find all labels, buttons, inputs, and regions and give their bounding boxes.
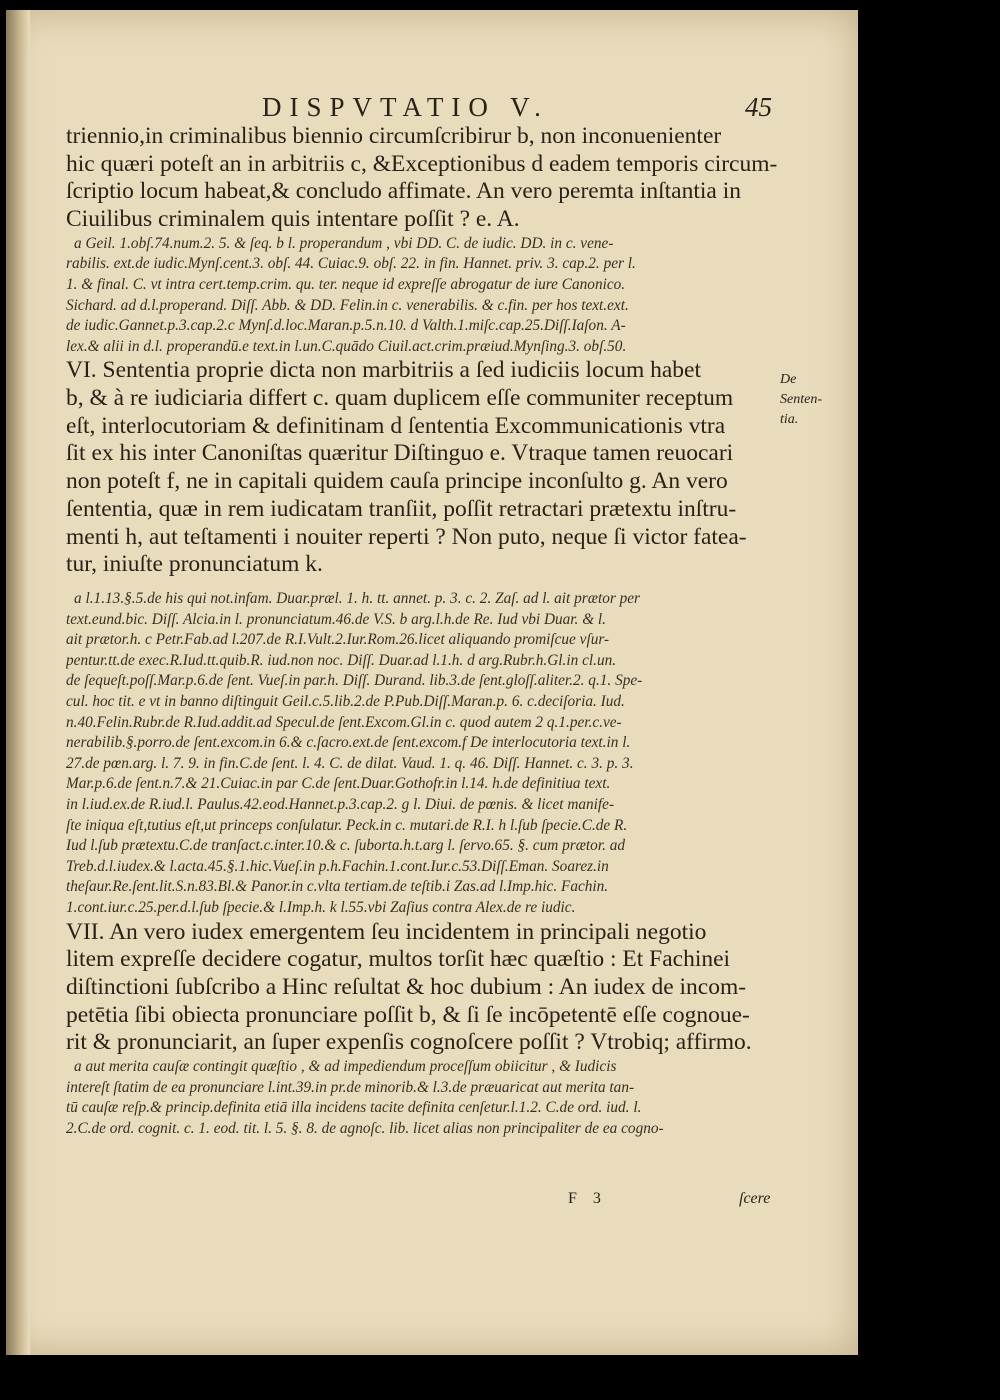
text-line: menti h, aut teſtamenti i nouiter reperti ? Non puto, neque ſi victor fatea-: [66, 523, 747, 550]
text-line: ſit ex his inter Canoniſtas quæritur Diſtinguo e. Vtraque tamen reuocari: [66, 440, 734, 467]
footnote-line: Iud l.ſub prætextu.C.de tranſact.c.inter.10.& c. ſuborta.h.t.arg l. ſervo.65. §. cum prætor. ad: [66, 837, 626, 855]
body-text: [66, 123, 778, 1139]
footnote-line: Treb.d.l.iudex.& l.acta.45.§.1.hic.Vueſ.in p.h.Fachin.1.cont.Iur.c.53.Diſſ.Eman. Soarez.in: [66, 857, 609, 875]
footnote-line: in l.iud.ex.de R.iud.l. Paulus.42.eod.Hannet.p.3.cap.2. g l. Diui. de pœnis. & licet manife-: [66, 795, 615, 813]
footnote-line: rabilis. ext.de iudic.Mynſ.cent.3. obſ. 44. Cuiac.9. obſ. 22. in fin. Hannet. priv. 3. cap.2. per l.: [66, 255, 636, 273]
margin-note-line: De: [780, 372, 797, 387]
footnote-line: de ſequeſt.poſſ.Mar.p.6.de ſent. Vueſ.in par.h. Diſſ. Durand. lib.3.de ſent.gloſſ.aliter.2. q.1. Spe-: [66, 672, 643, 690]
signature-mark: F 3: [568, 1190, 607, 1207]
footnote-line: 27.de pœn.arg. l. 7. 9. in fin.C.de ſent. l. 4. C. de dilat. Vaud. 1. q. 46. Diſſ. Hannet. c. 3. p. 3.: [66, 754, 634, 772]
text-line: non poteſt f, ne in capitali quidem cauſa principe inconſulto g. An vero: [66, 468, 728, 495]
margin-note-line: Senten-: [780, 392, 822, 407]
footnote-line: Mar.p.6.de ſent.n.7.& 21.Cuiac.in par C.de ſent.Duar.Gothofr.in l.14. h.de definitiua text.: [66, 775, 611, 793]
footnote-line: lex.& alii in d.l. properandū.e text.in l.un.C.quādo Ciuil.act.crim.præiud.Mynſing.3. obſ.50.: [66, 337, 627, 355]
page-number: 45: [745, 92, 772, 122]
margin-note-line: tia.: [780, 412, 799, 427]
footnote-line: tū cauſæ reſp.& princip.definita etiā illa incidens tacite definita cenſetur.l.1.2. C.de ord. iud. l.: [66, 1099, 642, 1117]
text-line: ſcriptio locum habeat,& concludo affimate. An vero peremta inſtantia in: [66, 178, 741, 205]
footnote-line: ſte iniqua eſt,tutius eſt,ut princeps conſulatur. Peck.in c. mutari.de R.I. h l.ſub ſpecie.C.de R.: [66, 816, 628, 834]
text-line: Ciuilibus criminalem quis intentare poſſit ? e. A.: [66, 206, 520, 233]
footnote-line: intereſt ſtatim de ea pronunciare l.int.39.in pr.de minorib.& l.3.de præuaricat aut merita tan-: [66, 1078, 635, 1096]
text-line: tur, iniuſte pronunciatum k.: [66, 551, 323, 578]
footnote-line: 1. & final. C. vt intra cert.temp.crim. qu. ter. neque id expreſſe abrogatur de iure Canonico.: [66, 276, 626, 293]
book-page: [6, 10, 858, 1355]
text-line: litem expreſſe decidere cogatur, multos torſit hæc quæſtio : Et Fachinei: [66, 946, 731, 973]
text-line: ſententia, quæ in rem iudicatam tranſiit, poſſit retractari prætextu inſtru-: [66, 495, 737, 522]
footnote-line: 2.C.de ord. cognit. c. 1. eod. tit. l. 5. §. 8. de agnoſc. lib. licet alias non principaliter de ea cogno-: [66, 1119, 664, 1137]
catchword: ſcere: [739, 1190, 771, 1207]
footnote-line: a l.1.13.§.5.de his qui not.infam. Duar.præl. 1. h. tt. annet. p. 3. c. 2. Zaſ. ad l. ait prætor per: [74, 590, 641, 607]
text-line: petētia ſibi obiecta pronunciare poſſit b, & ſi ſe incōpetentē eſſe cognoue-: [66, 1001, 750, 1028]
footnote-line: a aut merita cauſæ contingit quæſtio , & ad impediendum proceſſum obiicitur , & Iudicis: [74, 1058, 617, 1076]
footnote-line: Sichard. ad d.l.properand. Diſſ. Abb. & DD. Felin.in c. venerabilis. & c.fin. per hos text.ext.: [66, 296, 629, 314]
margin-note: [780, 370, 858, 430]
text-line: eſt, interlocutoriam & definitinam d ſententia Excommunicationis vtra: [66, 412, 726, 439]
text-line: VI. Sententia proprie dicta non marbitriis a ſed iudiciis locum habet: [66, 357, 701, 384]
footnote-line: 1.cont.iur.c.25.per.d.l.ſub ſpecie.& l.Imp.h. k l.55.vbi Zaſius contra Alex.de re iudic.: [66, 898, 576, 916]
footnote-line: a Geil. 1.obſ.74.num.2. 5. & ſeq. b l. properandum , vbi DD. C. de iudic. DD. in c. vene-: [74, 234, 614, 252]
spacer: [66, 579, 778, 589]
footnote-line: nerabilib.§.porro.de ſent.excom.in 6.& c.ſacro.ext.de ſent.excom.f De interlocutoria text.in l.: [66, 734, 631, 752]
footnote-line: theſaur.Re.ſent.lit.S.n.83.Bl.& Panor.in c.vlta tertiam.de teſtib.i Zas.ad l.Imp.hic. Fachin.: [66, 878, 609, 896]
footnote-line: n.40.Felin.Rubr.de R.Iud.addit.ad Specul.de ſent.Excom.Gl.in c. quod autem 2 q.1.per.c.ve-: [66, 713, 622, 731]
text-line: triennio,in criminalibus biennio circumſcribirur b, non inconuenienter: [66, 123, 722, 149]
text-line: b, & à re iudiciaria differt c. quam duplicem eſſe communiter receptum: [66, 385, 734, 412]
footnote-line: text.eund.bic. Diſſ. Alcia.in l. pronunciatum.46.de V.S. b arg.l.h.de Re. Iud vbi Duar. & l.: [66, 610, 606, 628]
footnote-line: pentur.tt.de exec.R.Iud.tt.quib.R. iud.non noc. Diſſ. Duar.ad l.1.h. d arg.Rubr.h.Gl.in cl.un.: [66, 651, 617, 669]
footnote-line: de iudic.Gannet.p.3.cap.2.c Mynſ.d.loc.Maran.p.5.n.10. d Valth.1.miſc.cap.25.Diſſ.Iaſon. A-: [66, 317, 626, 335]
page-gutter: [6, 10, 30, 1355]
footnote-line: ait prætor.h. c Petr.Fab.ad l.207.de R.I.Vult.2.Iur.Rom.26.licet aliquando promiſcue vſur-: [66, 631, 610, 649]
text-line: rit & pronunciarit, an ſuper expenſis cognoſcere poſſit ? Vtrobiq; affirmo.: [66, 1029, 752, 1056]
text-line: hic quæri poteſt an in arbitriis c, &Exceptionibus d eadem temporis circum-: [66, 150, 778, 177]
text-line: diſtinctioni ſubſcribo a Hinc reſultat & hoc dubium : An iudex de incom-: [66, 973, 747, 1000]
footnote-line: cul. hoc tit. e vt in banno diſtinguit Geil.c.5.lib.2.de P.Pub.Diſſ.Maran.p. 6. c.deciſoria. Iud.: [66, 692, 625, 710]
text-line: VII. An vero iudex emergentem ſeu incidentem in principali negotio: [66, 918, 707, 945]
running-title: DISPVTATIO V.: [262, 92, 549, 122]
